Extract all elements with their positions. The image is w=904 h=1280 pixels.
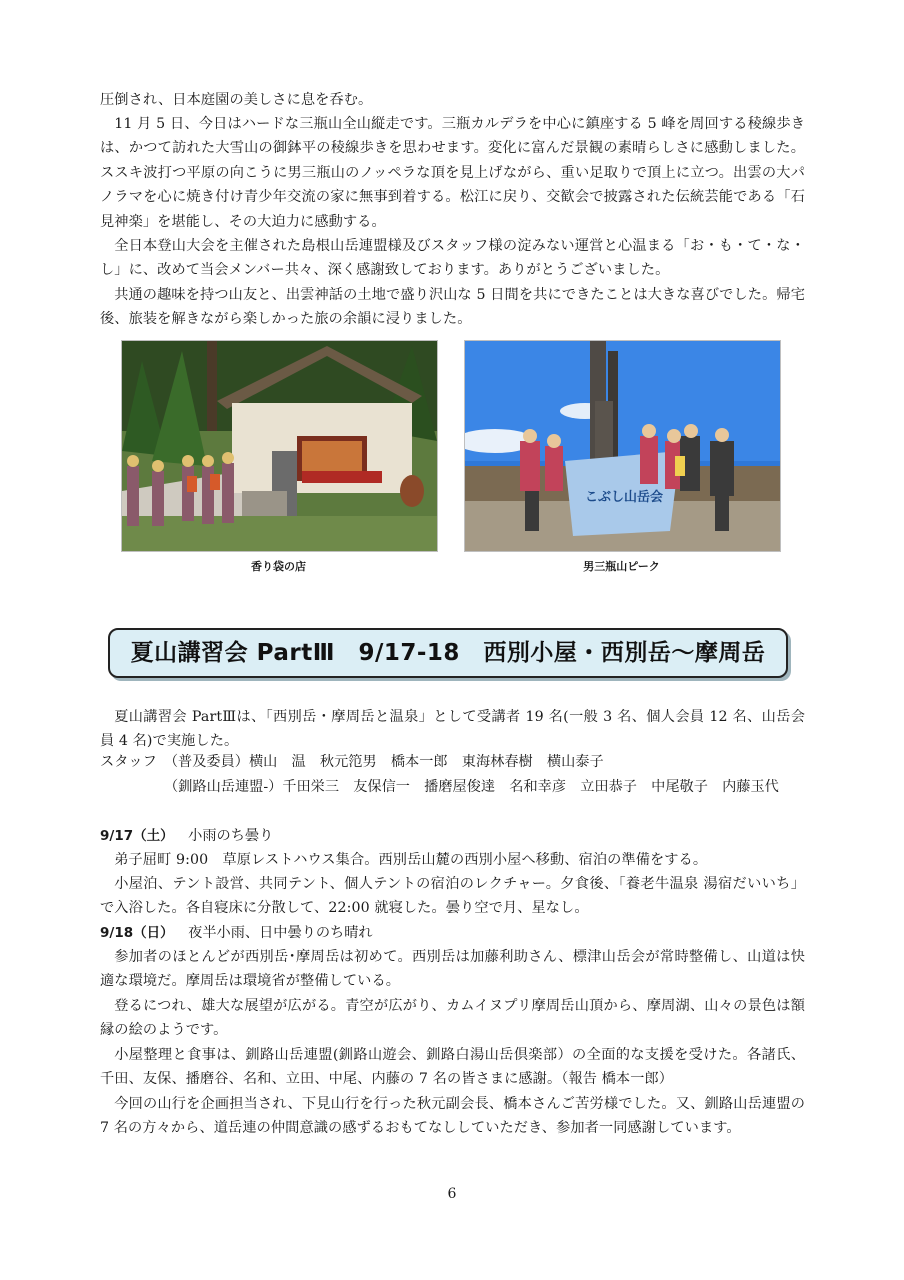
- intro-paragraph-1: 圧倒され、日本庭園の美しさに息を呑む。: [100, 92, 373, 108]
- day1-heading: [100, 824, 810, 848]
- day2-paragraph-2: 登るにつれ、雄大な展望が広がる。青空が広がり、カムイヌプリ摩周岳山頂から、摩周湖、山々の景色は額縁の絵のようです。: [100, 998, 805, 1039]
- page-number: 6: [447, 1186, 457, 1202]
- intro-paragraph-2: 11 月 5 日、今日はハードな三瓶山全山縦走です。三瓶カルデラを中心に鎮座する 5 峰を周回する稜線歩きは、かつて訪れた大雪山の御鉢平の稜線歩きを思わせます。変化に富んだ景観の素晴らしさに感動しました。ススキ波打つ平原の向こうに男三瓶山のノッペラな頂を見上げながら、重い足取りで頂上に立つ。出雲の大パノラマを心に焼き付け青少年交流の家に無事到着する。松江に戻り、交歓会で披露された伝統芸能である「石見神楽」を堪能し、その大迫力に感動する。: [100, 116, 805, 230]
- section-summary: 夏山講習会 PartⅢは、「西別岳・摩周岳と温泉」として受講者 19 名(一般 3 名、個人会員 12 名、山岳会員 4 名)で実施した。: [100, 709, 805, 750]
- day2-date: 9/18（日）: [100, 925, 174, 941]
- day2-heading: [100, 921, 810, 945]
- day2-weather: 夜半小雨、日中曇りのち晴れ: [188, 925, 373, 941]
- intro-paragraph-4: 共通の趣味を持つ山友と、出雲神話の土地で盛り沢山な 5 日間を共にできたことは大きな喜びでした。帰宅後、旅装を解きながら楽しかった旅の余韻に浸りました。: [100, 287, 805, 328]
- forest-shop-illustration: [122, 341, 437, 551]
- photo-incense-shop: [121, 340, 438, 552]
- day2-paragraph-3: 小屋整理と食事は、釧路山岳連盟(釧路山遊会、釧路白湯山岳倶楽部）の全面的な支援を受けた。各諸氏、千田、友保、播磨谷、名和、立田、中尾、内藤の 7 名の皆さまに感謝。（報告 橋本一郎）: [100, 1047, 805, 1088]
- banner-text: こぶし山岳会: [585, 490, 664, 505]
- day1-weather: 小雨のち曇り: [188, 828, 274, 844]
- day2-paragraph-1: 参加者のほとんどが西別岳･摩周岳は初めて。西別岳は加藤利助さん、標津山岳会が常時整備し、山道は快適な環境だ。摩周岳は環境省が整備している。: [100, 949, 805, 990]
- intro-paragraph-3: 全日本登山大会を主催された島根山岳連盟様及びスタッフ様の淀みない運営と心温まる「お・も・て・な・し」に、改めて当会メンバー共々、深く感謝致しております。ありがとうございました。: [100, 238, 805, 279]
- day2-paragraph-4: 今回の山行を企画担当され、下見山行を行った秋元副会長、橋本さんご苦労様でした。又、釧路山岳連盟の 7 名の方々から、道岳連の仲間意識の感ずるおもてなししていただき、参加者一同感謝しています。: [100, 1096, 805, 1137]
- section-title: 夏山講習会 PartⅢ 9/17-18 西別小屋・西別岳～摩周岳: [130, 640, 766, 666]
- photo-summit-peak: [464, 340, 781, 552]
- staff-line-2: （釧路山岳連盟-）千田栄三 友保信一 播磨屋俊達 名和幸彦 立田恭子 中尾敬子 内藤玉代: [164, 779, 779, 795]
- day1-date: 9/17（土）: [100, 828, 174, 844]
- section-title-banner: [108, 628, 788, 678]
- photo-caption-incense-shop: 香り袋の店: [251, 560, 306, 573]
- day1-paragraph-2: 小屋泊、テント設営、共同テント、個人テントの宿泊のレクチャー。夕食後、「養老牛温泉 湯宿だいいち」で入浴した。各自寝床に分散して、22:00 就寝した。曇り空で月、星なし。: [100, 876, 805, 917]
- summit-group-illustration: [465, 341, 780, 551]
- staff-line-1: スタッフ （普及委員）横山 温 秋元笵男 橋本一郎 東海林春樹 横山泰子: [100, 754, 604, 770]
- day1-paragraph-1: 弟子屈町 9:00 草原レストハウス集合。西別岳山麓の西別小屋へ移動、宿泊の準備をする。: [114, 852, 708, 868]
- photo-caption-summit-peak: 男三瓶山ピーク: [583, 560, 660, 573]
